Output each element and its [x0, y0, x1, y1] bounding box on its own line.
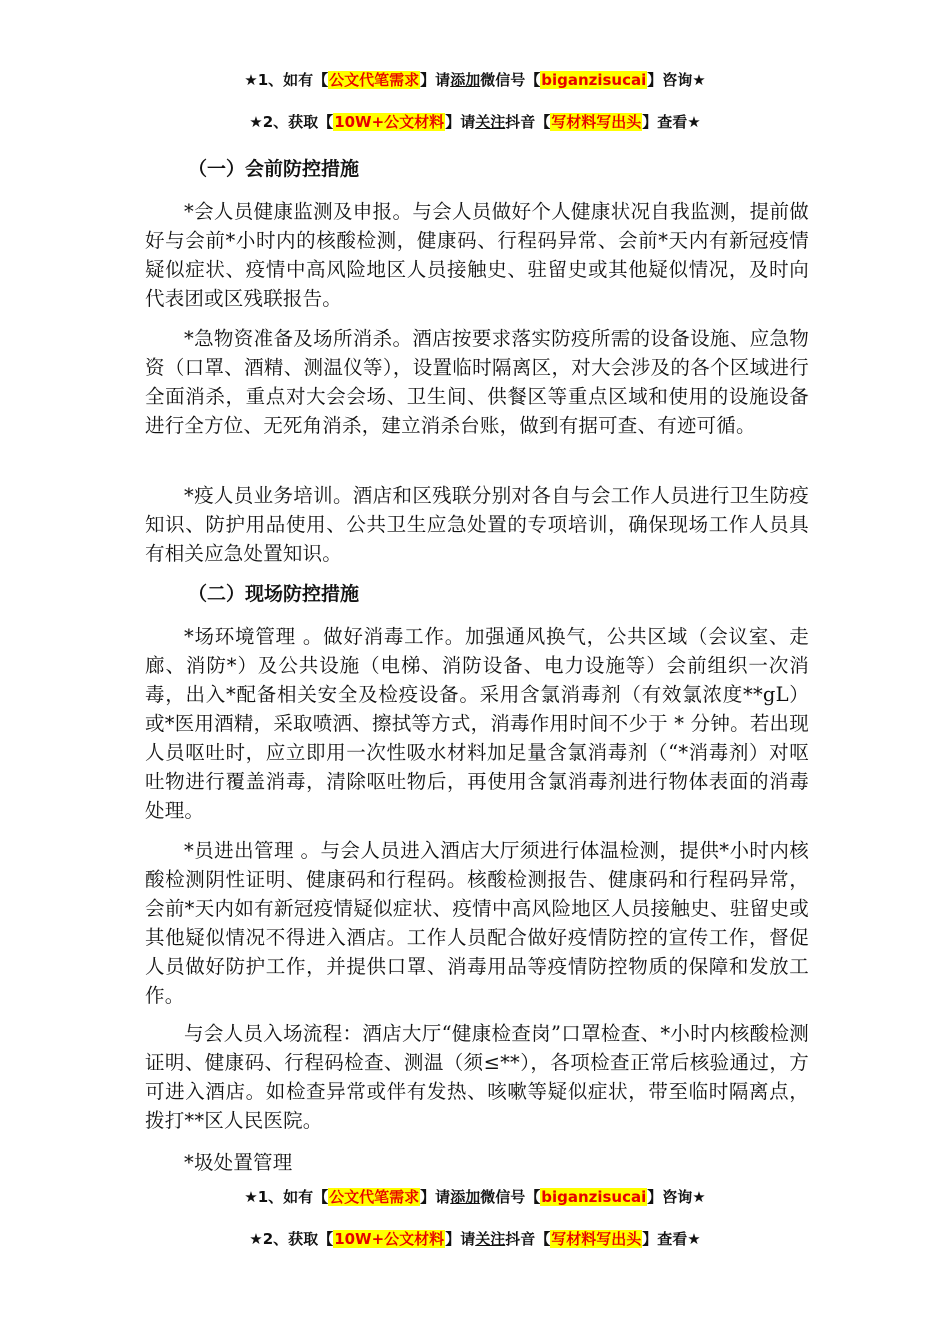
underlined-text: 添加 [450, 71, 481, 89]
underlined-text: 关注 [475, 113, 506, 131]
promo-banner-top-2: ★2、获取【10W+公文材料】请关注抖音【写材料写出头】查看★ [249, 113, 701, 131]
paragraph: *员进出管理 。与会人员进入酒店大厅须进行体温检测，提供*小时内核酸检测阴性证明、健康码和行程码。核酸检测报告、健康码和行程码异常，会前*天内如有新冠疫情疑似症状、疫情中高风险地区人员接触史、驻留史或其他疑似情况不得进入酒店。工作人员配合做好疫情防控的宣传工作，督促人员做好防护工作，并提供口罩、消毒用品等疫情防控物质的保障和发放工作。 [145, 839, 809, 1007]
section-heading-1: （一）会前防控措施 [188, 158, 360, 180]
highlight-text: 10W+公文材料 [334, 1230, 445, 1248]
douyin-account: 写材料写出头 [551, 113, 642, 131]
paragraph: *会人员健康监测及申报。与会人员做好个人健康状况自我监测，提前做好与会前*小时内的核酸检测，健康码、行程码异常、会前*天内有新冠疫情疑似症状、疫情中高风险地区人员接触史、驻留史或其他疑似情况，及时向代表团或区残联报告。 [145, 200, 809, 310]
highlight-text: 公文代笔需求 [329, 71, 420, 89]
section-heading-2: （二）现场防控措施 [188, 583, 360, 605]
underlined-text: 关注 [475, 1230, 506, 1248]
underlined-text: 添加 [450, 1188, 481, 1206]
paragraph: *疫人员业务培训。酒店和区残联分别对各自与会工作人员进行卫生防疫知识、防护用品使用、公共卫生应急处置的专项培训，确保现场工作人员具有相关应急处置知识。 [145, 484, 809, 565]
promo-banner-top-1: ★1、如有【公文代笔需求】请添加微信号【biganzisucai】咨询★ [244, 71, 706, 89]
highlight-text: 公文代笔需求 [329, 1188, 420, 1206]
paragraph: *急物资准备及场所消杀。酒店按要求落实防疫所需的设备设施、应急物资（口罩、酒精、测温仪等），设置临时隔离区，对大会涉及的各个区域进行全面消杀，重点对大会会场、卫生间、供餐区等重点区域和使用的设施设备进行全方位、无死角消杀，建立消杀台账，做到有据可查、有迹可循。 [145, 327, 809, 437]
paragraph: 与会人员入场流程：酒店大厅“健康检查岗”口罩检查、*小时内核酸检测证明、健康码、行程码检查、测温（须≤**），各项检查正常后核验通过，方可进入酒店。如检查异常或伴有发热、咳嗽等疑似症状，带至临时隔离点，拨打**区人民医院。 [145, 1022, 809, 1132]
paragraph: *场环境管理 。做好消毒工作。加强通风换气，公共区域（会议室、走廊、消防*）及公共设施（电梯、消防设备、电力设施等）会前组织一次消毒，出入*配备相关安全及检疫设备。采用含氯消毒剂（有效氯浓度**gL）或*医用酒精，采取喷洒、擦拭等方式，消毒作用时间不少于 * 分钟。若出现人员呕吐时，应立即用一次性吸水材料加足量含氯消毒剂（“*消毒剂）对呕吐物进行覆盖消毒，清除呕吐物后，再使用含氯消毒剂进行物体表面的消毒处理。 [145, 625, 809, 822]
wechat-id: biganzisucai [541, 71, 647, 89]
highlight-text: 10W+公文材料 [334, 113, 445, 131]
promo-banner-bottom-2: ★2、获取【10W+公文材料】请关注抖音【写材料写出头】查看★ [249, 1230, 701, 1248]
douyin-account: 写材料写出头 [551, 1230, 642, 1248]
wechat-id: biganzisucai [541, 1188, 647, 1206]
paragraph: *圾处置管理 [184, 1151, 293, 1174]
promo-banner-bottom-1: ★1、如有【公文代笔需求】请添加微信号【biganzisucai】咨询★ [244, 1188, 706, 1206]
